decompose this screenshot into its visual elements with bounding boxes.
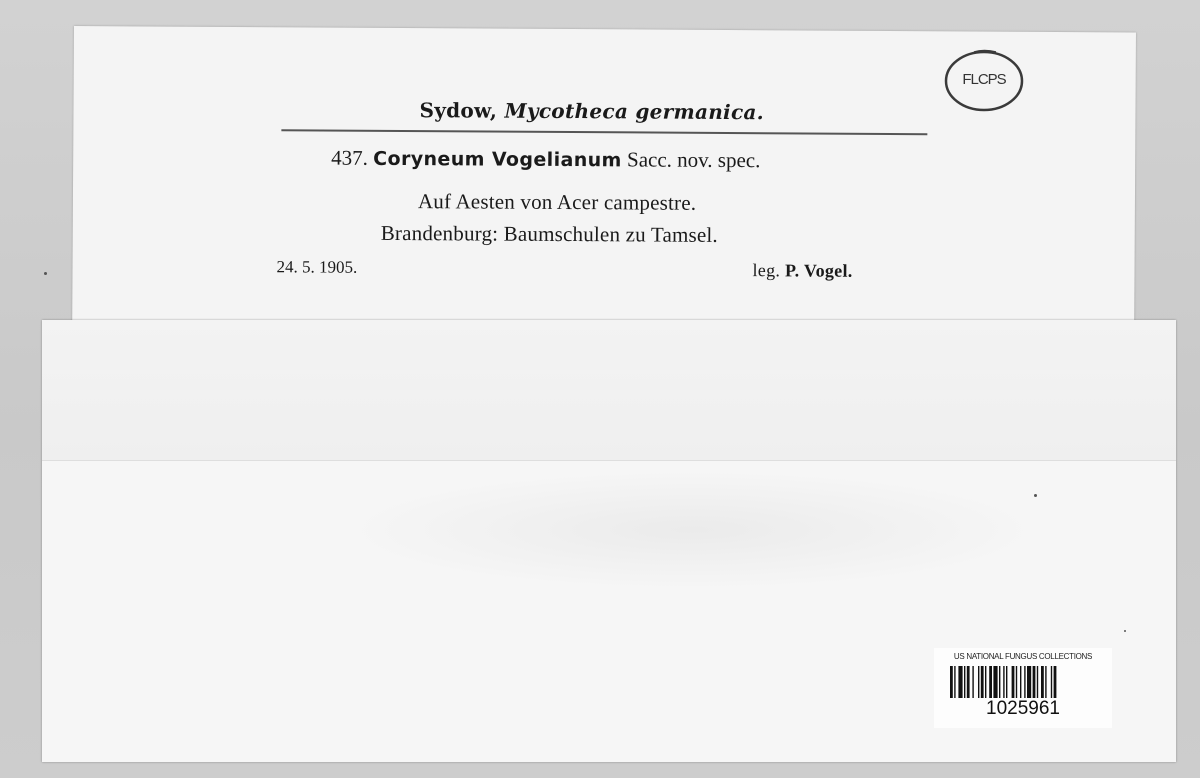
barcode-label [934,648,1112,728]
barcode-bar [1041,666,1044,698]
barcode-bar [958,666,962,698]
barcode-bar [999,666,1000,698]
collector-name: P. Vogel. [784,260,853,281]
host-line: Auf Aesten von Acer campestre. [417,189,697,215]
collector-line [752,260,852,282]
barcode-bar [950,666,953,698]
barcode-bar [1006,666,1007,698]
barcode-bar [1045,666,1046,698]
barcode-bar [1003,666,1004,698]
institution-stamp [944,48,1024,112]
species-number: 437. [331,145,369,170]
species-line [331,146,760,174]
barcode-caption: US NATIONAL FUNGUS COLLECTIONS [953,652,1093,661]
species-name: Coryneum Vogelianum [373,147,622,172]
barcode-bar [981,666,984,698]
barcode-bar [1054,666,1057,698]
packet-flap [42,320,1176,461]
header-rule [281,129,927,135]
speck [1034,494,1037,497]
barcode-bar [1033,666,1036,698]
barcode-bar [964,666,965,698]
barcode-icon [950,666,1100,698]
barcode-bar [978,666,979,698]
barcode-bar [1020,666,1021,698]
label-header [419,98,764,124]
barcode-bar [967,666,970,698]
collection-date: 24. 5. 1905. [276,257,358,277]
barcode-bar [989,666,992,698]
species-author: Sacc. nov. spec. [626,147,761,173]
speck [44,272,47,275]
barcode-number: 1025961 [986,698,1060,719]
barcode-bar [1024,666,1025,698]
header-author: Sydow, [419,98,498,123]
barcode-bar [1012,666,1015,698]
barcode-bar [972,666,973,698]
locality-line: Brandenburg: Baumschulen zu Tamsel. [380,220,718,247]
barcode-bar [1051,666,1052,698]
barcode-bar [993,666,997,698]
packet-shading [342,470,1042,590]
barcode-bar [1027,666,1031,698]
barcode-bar [1016,666,1017,698]
collector-prefix: leg. [752,260,781,281]
header-title: Mycotheca germanica. [504,98,765,125]
barcode-bar [985,666,986,698]
stamp-text: FLCPS [962,71,1006,88]
barcode-bar [1037,666,1038,698]
barcode-bar [954,666,955,698]
speck [1124,630,1126,632]
